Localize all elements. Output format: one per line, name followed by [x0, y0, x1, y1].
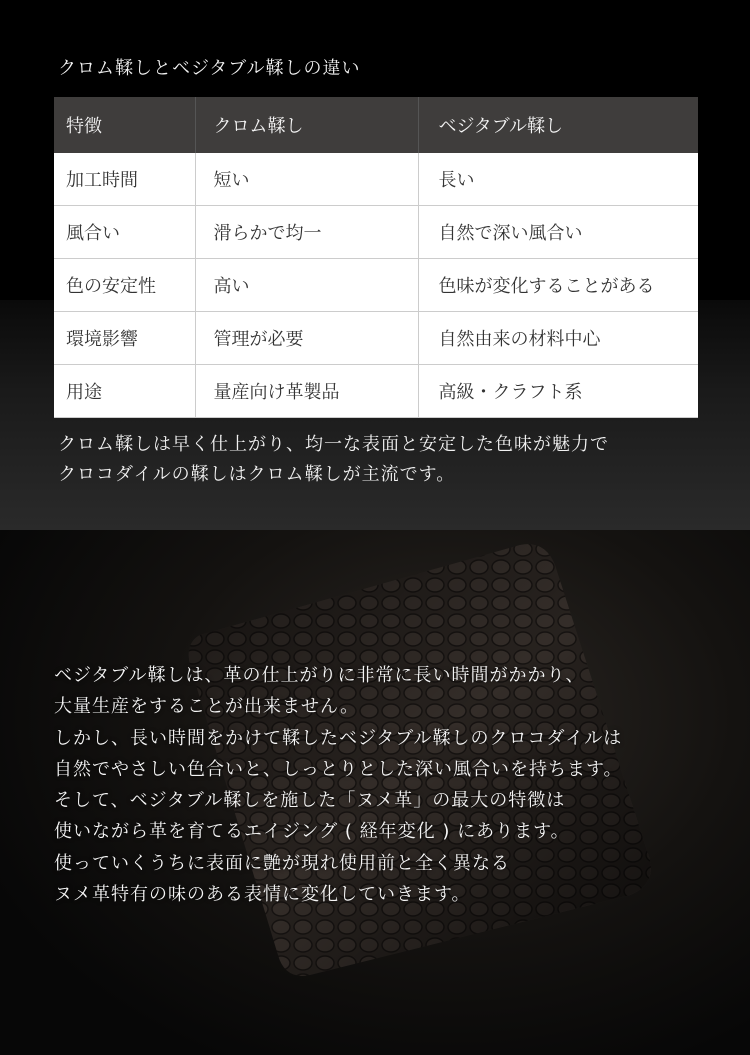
- body-line: しかし、長い時間をかけて鞣したベジタブル鞣しのクロコダイルは: [54, 727, 623, 749]
- table-row: [54, 153, 698, 206]
- table-cell: 風合い: [54, 206, 195, 259]
- page-title: クロム鞣しとベジタブル鞣しの違い: [58, 58, 361, 79]
- body-paragraph: [54, 660, 623, 910]
- body-line: 使っていくうちに表面に艶が現れ使用前と全く異なる: [54, 852, 510, 874]
- table-row: [54, 259, 698, 312]
- body-line: 自然でやさしい色合いと、しっとりとした深い風合いを持ちます。: [54, 758, 623, 780]
- table-cell: 色味が変化することがある: [418, 259, 698, 312]
- table-cell: 長い: [418, 153, 698, 206]
- table-header-row: [54, 97, 698, 153]
- summary-line: クロコダイルの鞣しはクロム鞣しが主流です。: [58, 464, 456, 485]
- table-header-cell: ベジタブル鞣し: [418, 97, 698, 153]
- table-row: [54, 312, 698, 365]
- table-cell: 高い: [195, 259, 418, 312]
- table-cell: 量産向け革製品: [195, 365, 418, 418]
- table-cell: 自然で深い風合い: [418, 206, 698, 259]
- table-cell: 環境影響: [54, 312, 195, 365]
- table-cell: 滑らかで均一: [195, 206, 418, 259]
- table-header-cell: 特徴: [54, 97, 195, 153]
- table-cell: 高級・クラフト系: [418, 365, 698, 418]
- table-cell: 自然由来の材料中心: [418, 312, 698, 365]
- body-line: そして、ベジタブル鞣しを施した「ヌメ革」の最大の特徴は: [54, 790, 566, 812]
- table-cell: 色の安定性: [54, 259, 195, 312]
- table-row: [54, 206, 698, 259]
- table-cell: 用途: [54, 365, 195, 418]
- table-cell: 管理が必要: [195, 312, 418, 365]
- body-line: ヌメ革特有の味のある表情に変化していきます。: [54, 884, 471, 906]
- table-header-cell: クロム鞣し: [195, 97, 418, 153]
- table-cell: 加工時間: [54, 153, 195, 206]
- comparison-table: [54, 97, 698, 418]
- body-line: 大量生産をすることが出来ません。: [54, 696, 360, 718]
- table-row: [54, 365, 698, 418]
- body-line: ベジタブル鞣しは、革の仕上がりに非常に長い時間がかかり、: [54, 665, 585, 686]
- summary-paragraph: [58, 430, 609, 490]
- table-cell: 短い: [195, 153, 418, 206]
- summary-line: クロム鞣しは早く仕上がり、均一な表面と安定した色味が魅力で: [58, 434, 609, 455]
- body-line: 使いながら革を育てるエイジング ( 経年変化 ) にあります。: [54, 821, 570, 843]
